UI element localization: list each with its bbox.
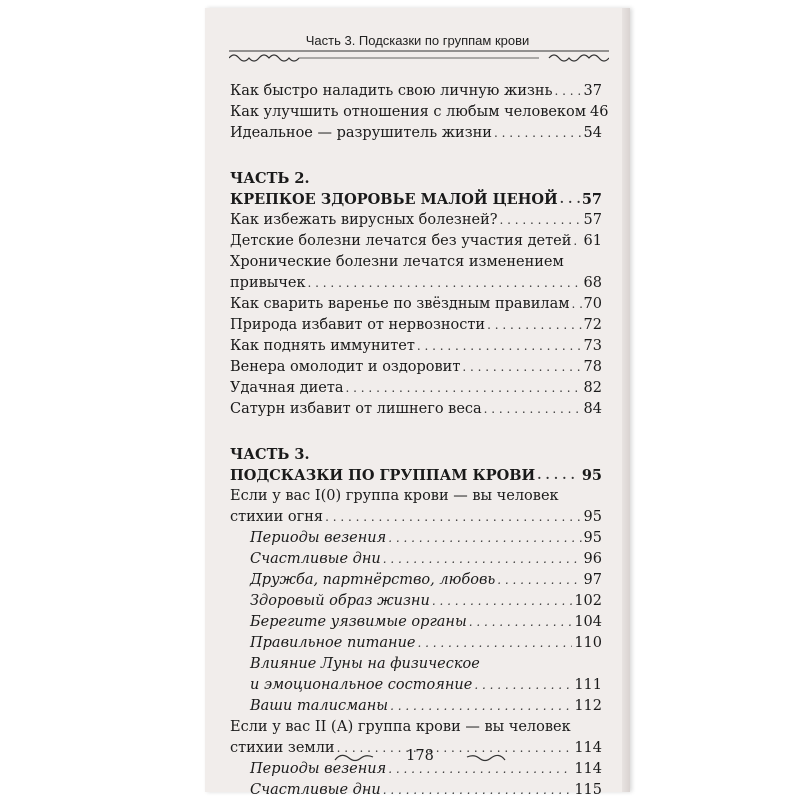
toc-entry[interactable]: Как улучшить отношения с любым человеком 46 — [230, 104, 609, 120]
part-label: ЧАСТЬ 2. — [230, 170, 310, 187]
page-spine-shadow — [622, 8, 630, 792]
page-number: 178 — [406, 748, 434, 764]
toc-entry[interactable]: Как сварить варенье по звёздным правилам . . . 70 — [230, 294, 602, 315]
part-label: ЧАСТЬ 3. — [230, 446, 310, 463]
book-page — [205, 8, 630, 798]
toc-entry[interactable]: Как поднять иммунитет . . . 73 — [230, 336, 602, 357]
part-title-entry[interactable]: ПОДСКАЗКИ ПО ГРУППАМ КРОВИ . . . 95 — [230, 465, 602, 486]
toc-subentry[interactable]: Ваши талисманы . . . 112 — [230, 696, 602, 717]
toc-subentry[interactable]: Счастливые дни . . . 96 — [230, 549, 602, 570]
toc-entry[interactable]: Природа избавит от нервозности . . . 72 — [230, 315, 602, 336]
toc-entry[interactable]: Венера омолодит и оздоровит . . . 78 — [230, 357, 602, 378]
toc-subentry[interactable]: Периоды везения . . . 95 — [230, 528, 602, 549]
toc-subentry[interactable]: Счастливые дни . . . 115 — [230, 780, 602, 801]
toc-subentry[interactable]: Здоровый образ жизни . . . 102 — [230, 591, 602, 612]
toc-subentry[interactable]: Правильное питание . . . 110 — [230, 633, 602, 654]
toc-subentry-line2[interactable]: и эмоциональное состояние . . . 111 — [230, 675, 602, 696]
toc-entry-line1[interactable]: Если у вас II (А) группа крови — вы человек — [230, 719, 571, 735]
toc-entry-line1[interactable]: Хронические болезни лечатся изменением — [230, 254, 564, 270]
toc-entry-line2[interactable]: привычек . . . 68 — [230, 273, 602, 294]
running-header: Часть 3. Подсказки по группам крови — [305, 33, 530, 48]
toc-entry-line2[interactable]: стихии огня . . . 95 — [230, 507, 602, 528]
part-title-entry[interactable]: КРЕПКОЕ ЗДОРОВЬЕ МАЛОЙ ЦЕНОЙ . . . 57 — [230, 189, 602, 210]
toc-entry[interactable]: Сатурн избавит от лишнего веса . . . 84 — [230, 399, 602, 420]
page-footer — [330, 746, 510, 772]
toc-subentry[interactable]: Дружба, партнёрство, любовь . . . 97 — [230, 570, 602, 591]
toc-entry-line2[interactable]: стихии земли . . . 114 — [230, 738, 602, 759]
toc-subentry-line1[interactable]: Влияние Луны на физическое — [250, 656, 480, 672]
toc-subentry[interactable]: Периоды везения . . . 114 — [230, 759, 602, 780]
toc-entry[interactable]: Детские болезни лечатся без участия детей . . . 61 — [230, 231, 602, 252]
toc-entry-line1[interactable]: Если у вас I(0) группа крови — вы человек — [230, 488, 559, 504]
toc-entry[interactable]: Удачная диета . . . 82 — [230, 378, 602, 399]
toc-entry[interactable]: Как избежать вирусных болезней? . . . 57 — [230, 210, 602, 231]
toc-entry[interactable]: Идеальное — разрушитель жизни . . . 54 — [230, 123, 602, 144]
toc-subentry[interactable]: Берегите уязвимые органы . . . 104 — [230, 612, 602, 633]
header-ornament — [229, 48, 609, 68]
toc-entry[interactable]: Как быстро наладить свою личную жизнь . . . 37 — [230, 81, 602, 102]
table-of-contents — [230, 81, 609, 801]
